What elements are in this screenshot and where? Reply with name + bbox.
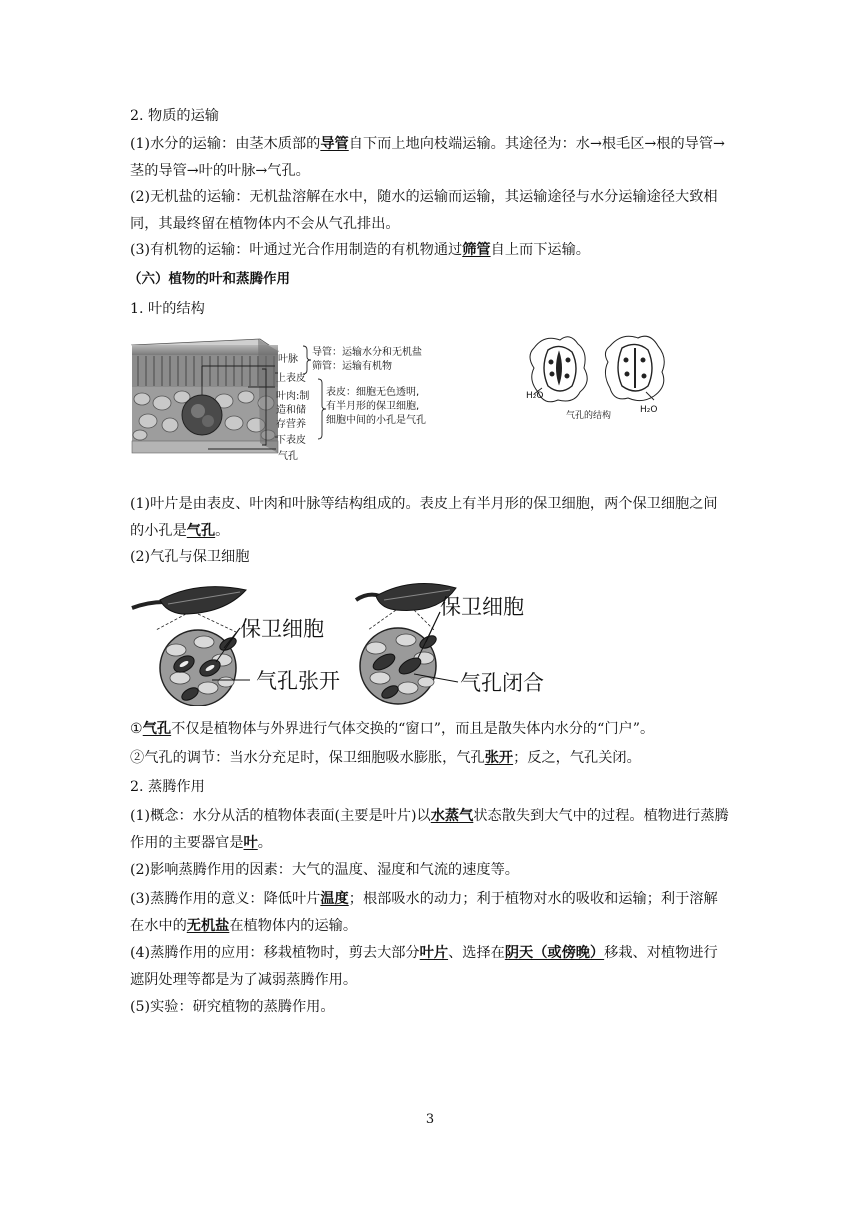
subsection-title-leaf-structure: 1. 叶的结构 — [130, 301, 205, 317]
label-upper-epidermis: 上表皮 — [276, 373, 306, 384]
label-epidermis-3: 细胞中间的小孔是气孔 — [326, 415, 426, 426]
leaf-structure-figure — [128, 333, 448, 468]
paragraph-transpiration-experiment: (5)实验：研究植物的蒸腾作用。 — [130, 999, 335, 1015]
label-h2o-left: H₂O — [526, 391, 544, 401]
label-epidermis-2: 有半月形的保卫细胞, — [326, 401, 420, 412]
stoma-open-circle — [160, 630, 238, 706]
guard-cell-figure — [128, 578, 558, 706]
label-guard-cell-right: 保卫细胞 — [440, 595, 524, 619]
label-vessel: 导管：运输水分和无机盐 — [312, 347, 422, 358]
paragraph-transpiration-significance: (3)蒸腾作用的意义：降低叶片温度；根部吸水的动力；利于植物对水的吸收和运输；利于溶解在水中的无机盐在植物体内的运输。 — [130, 891, 718, 934]
palisade-layer — [132, 355, 278, 387]
paragraph-leaf-composition: (1)叶片是由表皮、叶肉和叶脉等结构组成的。表皮上有半月形的保卫细胞，两个保卫细胞之间的小孔是气孔。 — [130, 496, 718, 539]
leaf-icon-left — [132, 587, 246, 614]
stoma-structure-figure — [526, 330, 671, 425]
stoma-figure-caption: 气孔的结构 — [566, 411, 612, 421]
paragraph-transpiration-factors: (2)影响蒸腾作用的因素：大气的温度、湿度和气流的速度等。 — [130, 862, 519, 878]
paragraph-transpiration-application: (4)蒸腾作用的应用：移栽植物时，剪去大部分叶片、选择在阴天（或傍晚）移栽、对植物进行遮阴处理等都是为了减弱蒸腾作用。 — [130, 945, 718, 988]
paragraph-water-transport: (1)水分的运输：由茎木质部的导管自下而上地向枝端运输。其途径为：水→根毛区→根的导管→茎的导管→叶的叶脉→气孔。 — [130, 136, 725, 179]
label-stoma: 气孔 — [278, 451, 298, 462]
label-stoma-closed: 气孔闭合 — [460, 671, 544, 695]
label-epidermis-1: 表皮：细胞无色透明, — [326, 387, 420, 398]
label-sieve-tube: 筛管：运输有机物 — [312, 361, 392, 372]
page-number: 3 — [425, 1112, 435, 1127]
label-stoma-open: 气孔张开 — [256, 669, 340, 693]
paragraph-stoma-regulation: ②气孔的调节：当水分充足时，保卫细胞吸水膨胀，气孔张开；反之，气孔关闭。 — [130, 750, 641, 766]
label-vein: 叶脉 — [278, 354, 298, 365]
paragraph-organic-transport: (3)有机物的运输：叶通过光合作用制造的有机物通过筛管自上而下运输。 — [130, 242, 590, 258]
label-lower-epidermis: 下表皮 — [276, 435, 306, 446]
label-mesophyll-3: 存营养 — [276, 419, 306, 430]
section-heading-leaf: （六）植物的叶和蒸腾作用 — [128, 271, 290, 287]
paragraph-stoma-window: ①气孔不仅是植物体与外界进行气体交换的“窗口”，而且是散失体内水分的“门户”。 — [130, 721, 655, 737]
label-mesophyll-1: 叶肉:制 — [276, 391, 310, 402]
paragraph-mineral-transport: (2)无机盐的运输：无机盐溶解在水中，随水的运输而运输，其运输途径与水分运输途径大致相同，其最终留在植物体内不会从气孔排出。 — [130, 189, 718, 232]
section-title-transpiration: 2. 蒸腾作用 — [130, 779, 205, 795]
label-h2o-right: H₂O — [640, 405, 658, 415]
label-mesophyll-2: 造和储 — [276, 405, 306, 416]
paragraph-stoma-guard: (2)气孔与保卫细胞 — [130, 549, 250, 565]
label-guard-cell-left: 保卫细胞 — [240, 617, 324, 641]
leaf-vein — [182, 395, 222, 435]
paragraph-transpiration-concept: (1)概念：水分从活的植物体表面(主要是叶片)以水蒸气状态散失到大气中的过程。植物进行蒸腾作用的主要器官是叶。 — [130, 808, 729, 851]
section-title-transport: 2. 物质的运输 — [130, 108, 219, 124]
